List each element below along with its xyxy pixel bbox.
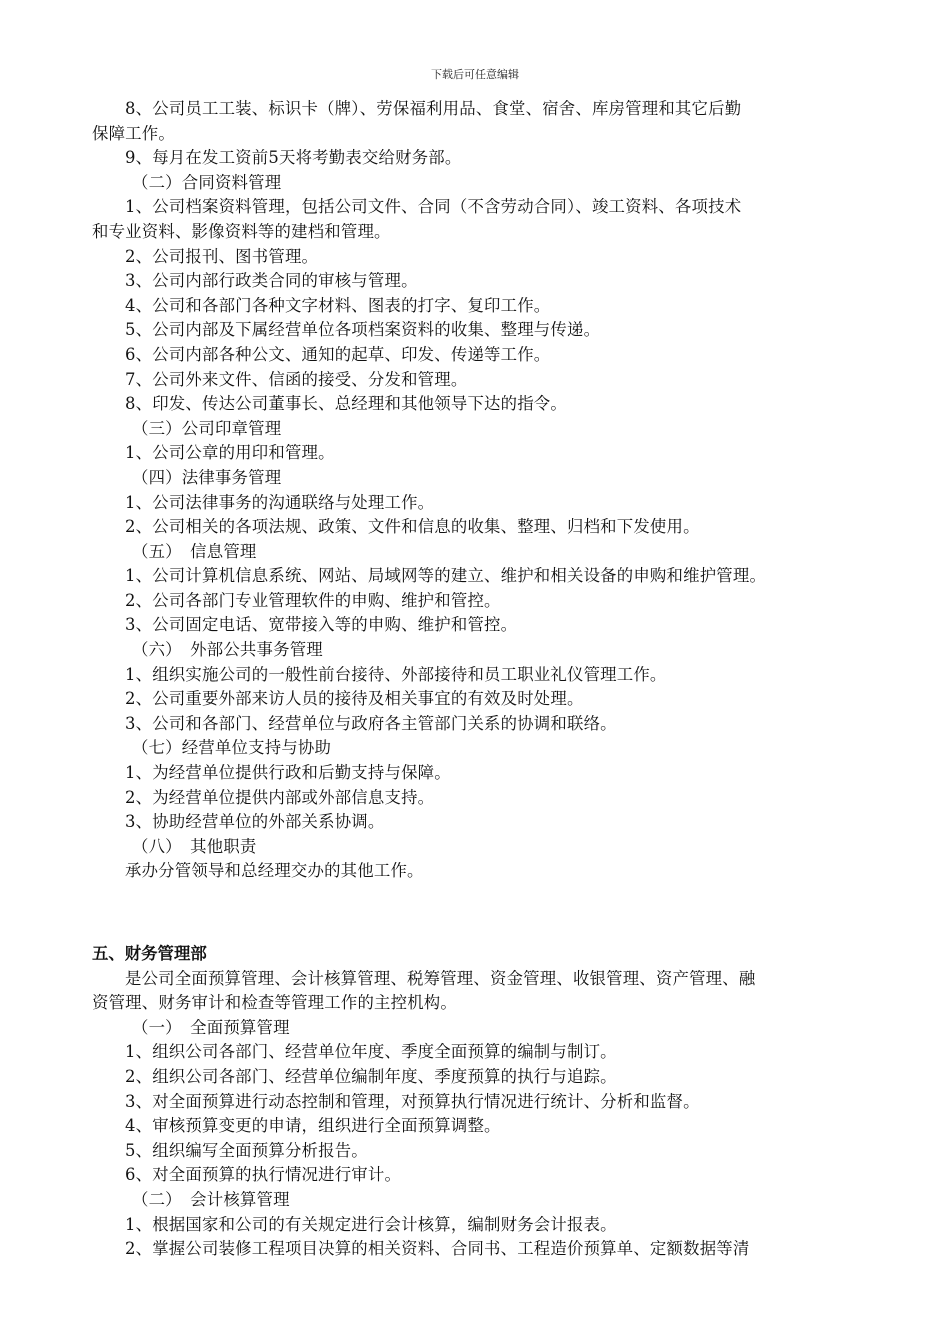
- paragraph-line: 1、根据国家和公司的有关规定进行会计核算，编制财务会计报表。: [125, 1214, 617, 1234]
- paragraph-line: 9、每月在发工资前5天将考勤表交给财务部。: [125, 148, 462, 168]
- paragraph-line: 1、为经营单位提供行政和后勤支持与保障。: [125, 763, 451, 783]
- section-heading: 五、财务管理部: [92, 944, 207, 963]
- paragraph-line: 5、组织编写全面预算分析报告。: [125, 1140, 368, 1160]
- subsection-title: （一） 全面预算管理: [132, 1017, 290, 1037]
- paragraph-line: 4、审核预算变更的申请，组织进行全面预算调整。: [125, 1116, 501, 1136]
- section-gap: [92, 900, 862, 926]
- paragraph-line: 1、公司法律事务的沟通联络与处理工作。: [125, 492, 435, 512]
- paragraph-line: 6、公司内部各种公文、通知的起草、印发、传递等工作。: [125, 344, 551, 364]
- subsection-title: （六） 外部公共事务管理: [132, 640, 323, 660]
- paragraph-line: 1、公司计算机信息系统、网站、局域网等的建立、维护和相关设备的申购和维护管理。: [125, 566, 767, 586]
- paragraph-continuation: 保障工作。: [92, 123, 175, 143]
- paragraph-line: 3、公司和各部门、经营单位与政府各主管部门关系的协调和联络。: [125, 713, 617, 733]
- paragraph-line: 2、掌握公司装修工程项目决算的相关资料、合同书、工程造价预算单、定额数据等清: [125, 1239, 750, 1259]
- paragraph-line: 5、公司内部及下属经营单位各项档案资料的收集、整理与传递。: [125, 320, 601, 340]
- paragraph-line: 7、公司外来文件、信函的接受、分发和管理。: [125, 369, 468, 389]
- paragraph-line: 3、协助经营单位的外部关系协调。: [125, 812, 385, 832]
- paragraph-line: 2、组织公司各部门、经营单位编制年度、季度预算的执行与追踪。: [125, 1066, 617, 1086]
- paragraph-line: 2、公司重要外部来访人员的接待及相关事宜的有效及时处理。: [125, 689, 584, 709]
- paragraph-line: 1、公司档案资料管理，包括公司文件、合同（不含劳动合同）、竣工资料、各项技术: [125, 197, 742, 217]
- paragraph-line: 8、印发、传达公司董事长、总经理和其他领导下达的指令。: [125, 394, 567, 414]
- subsection-title: （五） 信息管理: [132, 541, 257, 561]
- paragraph-line: 2、公司各部门专业管理软件的申购、维护和管控。: [125, 590, 501, 610]
- paragraph-line: 6、对全面预算的执行情况进行审计。: [125, 1165, 402, 1185]
- subsection-title: （二） 会计核算管理: [132, 1189, 290, 1209]
- paragraph-line: 3、对全面预算进行动态控制和管理，对预算执行情况进行统计、分析和监督。: [125, 1091, 700, 1111]
- page-header: 下载后可任意编辑: [431, 68, 519, 81]
- paragraph-line: 2、公司相关的各项法规、政策、文件和信息的收集、整理、归档和下发使用。: [125, 517, 700, 537]
- paragraph-continuation: 资管理、财务审计和检查等管理工作的主控机构。: [92, 993, 457, 1013]
- subsection-title: （三）公司印章管理: [132, 418, 282, 438]
- paragraph-line: 4、公司和各部门各种文字材料、图表的打字、复印工作。: [125, 295, 551, 315]
- paragraph-continuation: 和专业资料、影像资料等的建档和管理。: [92, 221, 391, 241]
- paragraph-line: 1、公司公章的用印和管理。: [125, 443, 335, 463]
- subsection-title: （二）合同资料管理: [132, 172, 282, 192]
- paragraph-line: 1、组织公司各部门、经营单位年度、季度全面预算的编制与制订。: [125, 1042, 617, 1062]
- subsection-title: （八） 其他职责: [132, 836, 257, 856]
- paragraph-line: 2、公司报刊、图书管理。: [125, 246, 319, 266]
- subsection-title: （七）经营单位支持与协助: [132, 738, 332, 758]
- subsection-title: （四）法律事务管理: [132, 467, 282, 487]
- paragraph-line: 是公司全面预算管理、会计核算管理、税筹管理、资金管理、收银管理、资产管理、融: [125, 968, 756, 988]
- paragraph-line: 2、为经营单位提供内部或外部信息支持。: [125, 787, 435, 807]
- paragraph-line: 1、组织实施公司的一般性前台接待、外部接待和员工职业礼仪管理工作。: [125, 664, 667, 684]
- paragraph-line: 3、公司固定电话、宽带接入等的申购、维护和管控。: [125, 615, 518, 635]
- paragraph-line: 承办分管领导和总经理交办的其他工作。: [125, 861, 424, 881]
- document-body: [92, 97, 862, 1262]
- paragraph-line: 3、公司内部行政类合同的审核与管理。: [125, 271, 418, 291]
- paragraph-line: 8、公司员工工装、标识卡（牌）、劳保福利用品、食堂、宿舍、库房管理和其它后勤: [125, 99, 742, 118]
